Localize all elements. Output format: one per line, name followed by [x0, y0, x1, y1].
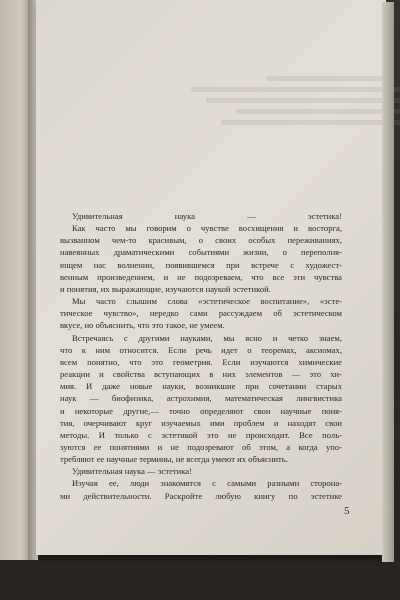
text-line: наук — биофизика, астрохимия, математическая лингвистика [60, 393, 342, 404]
page-number: 5 [344, 505, 350, 517]
text-line: вкусе, но объяснить, что это такое, не умеем. [60, 320, 225, 331]
page-stack-edge [382, 2, 394, 562]
text-line: зуются ее понятиями и не подозревают об этом, а когда упо- [60, 441, 342, 452]
text-line: и некоторые другие,— точно определяют свои научные поня- [60, 405, 342, 416]
left-page-edge [0, 0, 30, 560]
text-line: требляют ее научные термины, не всегда умеют их объяснить. [60, 454, 288, 465]
body-text [60, 210, 342, 502]
text-line: тическое чувство», нередко сами рассуждаем об эстетическом [60, 308, 342, 319]
text-line: всем понятно, что это геометрия. Если изучаются химические [60, 356, 342, 367]
text-line: мия. И даже новые науки, возникшие при сочетании старых [60, 381, 342, 392]
text-line: Изучая ее, люди знакомятся с самыми разными сторона- [72, 478, 342, 489]
text-line: Встречаясь с другими науками, мы ясно и четко знаем, [72, 332, 342, 343]
text-line: Удивительная наука — эстетика! [72, 466, 192, 477]
text-line: что к ним относится. Если речь идет о теоремах, аксиомах, [60, 344, 342, 355]
text-line: ющем нас волнении, появившемся при встрече с художест- [60, 259, 342, 270]
text-line: вызванном чем-то красивым, о своих особых переживаниях, [60, 235, 342, 246]
text-line: ми действительности. Раскройте любую книгу по эстетике [60, 490, 342, 501]
show-through-text [116, 70, 400, 190]
text-line: Как часто мы говорим о чувстве восхищения и восторга, [72, 223, 342, 234]
text-line: навеянных драматическими событиями жизни, о переполня- [60, 247, 342, 258]
text-line: методы. И только с эстетикой это не происходит. Все поль- [60, 429, 342, 440]
text-line: Мы часто слышим слова «эстетическое воспитание», «эсте- [72, 296, 342, 307]
text-line: реакции и свойства вступающих в них элементов — это хи- [60, 369, 342, 380]
text-line: венным произведением, и не подозреваем, что все эти чувства [60, 271, 342, 282]
text-line: тия, очерчивают круг изучаемых ими проблем и находят свои [60, 417, 342, 428]
text-line: и понятия, их выражающие, изучаются наукой эстетикой. [60, 283, 271, 294]
text-lines [60, 222, 342, 502]
opening-heading: Удивительная наука — эстетика! [72, 211, 342, 221]
